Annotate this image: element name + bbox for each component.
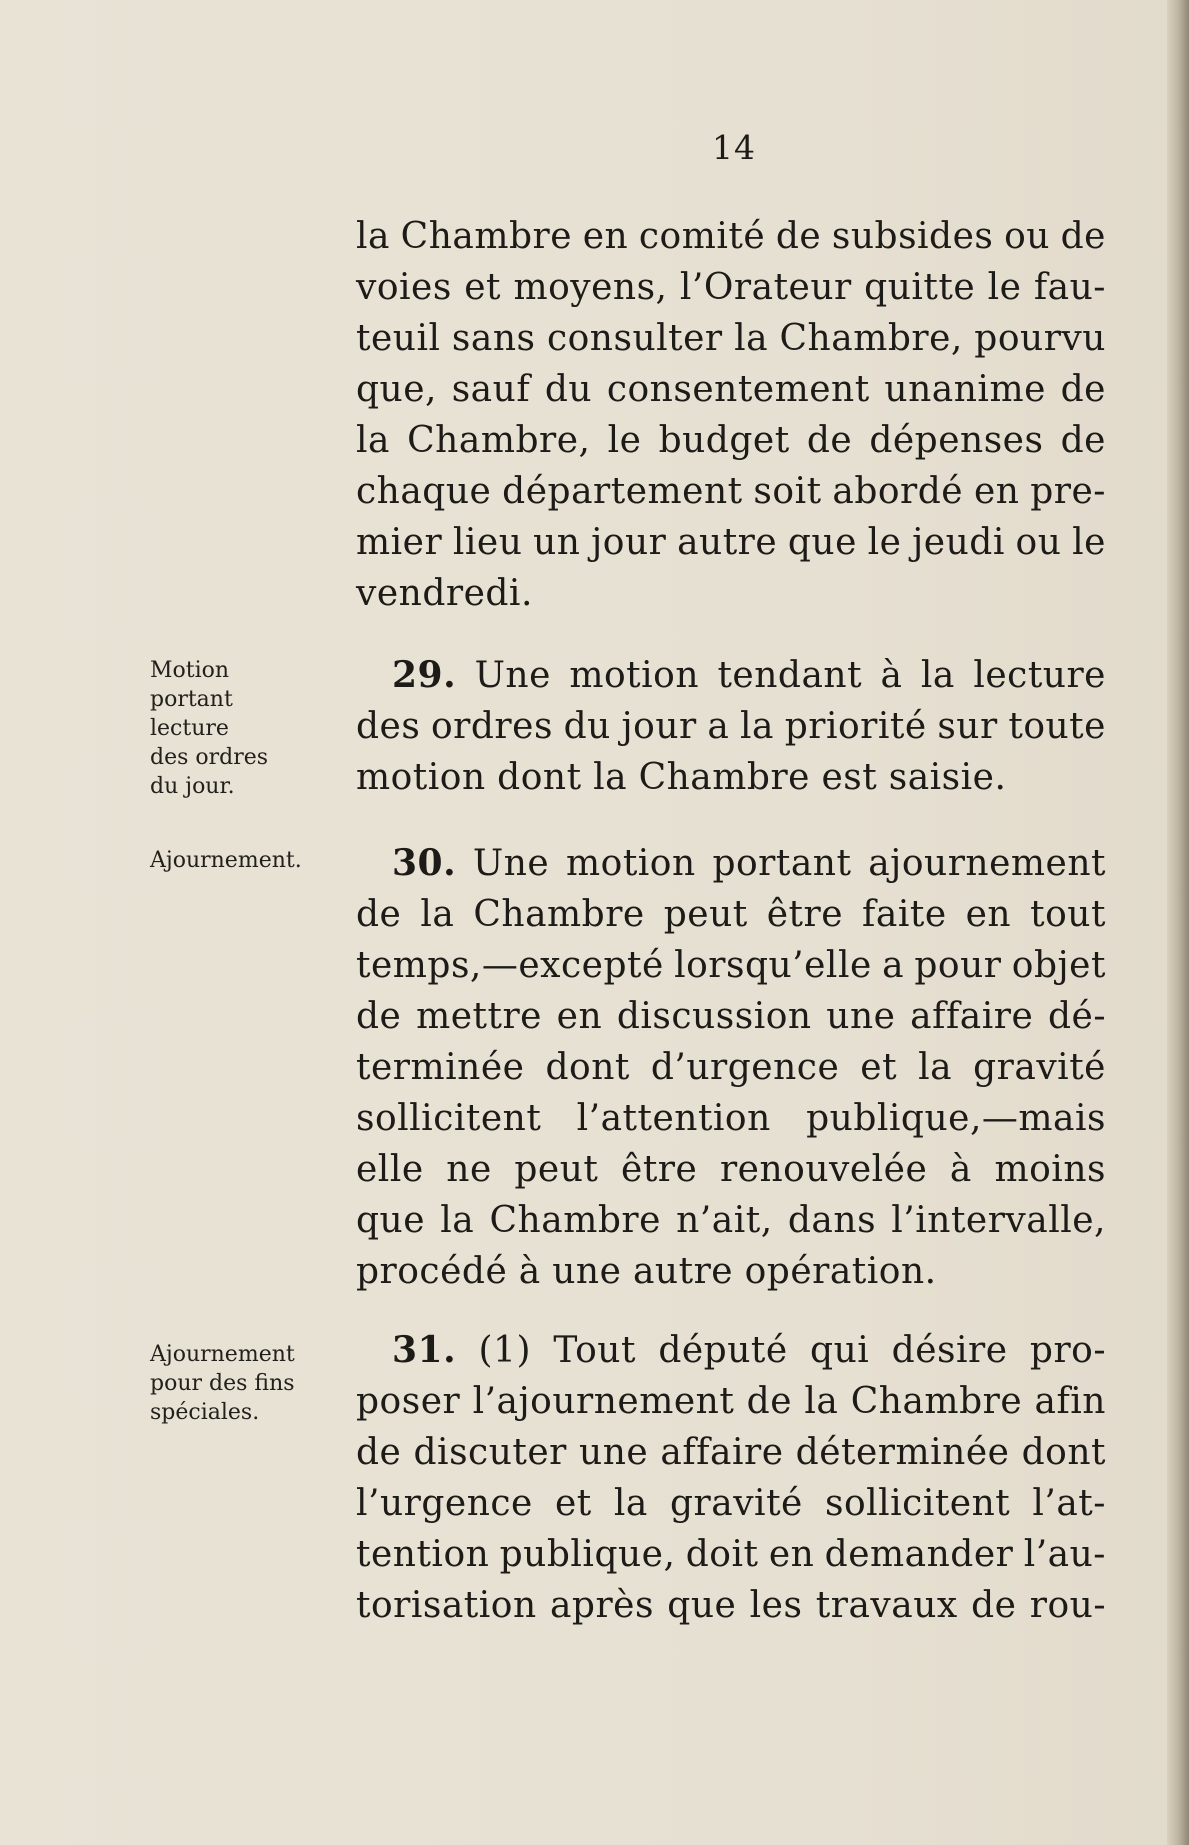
margin-note-line: pour des fins xyxy=(150,1371,295,1396)
text-line xyxy=(356,701,1106,752)
word: priorité xyxy=(784,706,927,747)
text-line xyxy=(356,1529,1106,1580)
word: terminée xyxy=(356,1047,525,1088)
word: la xyxy=(918,1047,953,1088)
word: la xyxy=(740,706,775,747)
word: afin xyxy=(1034,1381,1106,1422)
word: jour xyxy=(591,522,667,563)
word: autre xyxy=(632,1251,734,1292)
word: en xyxy=(582,216,629,257)
text-line xyxy=(356,1246,1106,1297)
word: que xyxy=(667,1585,737,1626)
word: affaire xyxy=(660,1432,784,1473)
word: voies xyxy=(356,267,452,308)
word: dont xyxy=(545,1047,630,1088)
word: à xyxy=(949,1149,972,1190)
word: que xyxy=(787,522,857,563)
word: moins xyxy=(994,1149,1106,1190)
word: de xyxy=(971,1585,1017,1626)
margin-note-ajournement-fins-speciales xyxy=(150,1340,295,1427)
word: que xyxy=(356,1200,426,1241)
word: être xyxy=(766,894,844,935)
word: procédé xyxy=(356,1251,508,1292)
section-30 xyxy=(356,838,1106,1297)
word: chaque xyxy=(356,471,492,512)
margin-note-line: lecture xyxy=(150,716,229,741)
word: subsides xyxy=(831,216,994,257)
word: ou xyxy=(1015,522,1062,563)
word: en xyxy=(556,996,603,1037)
text-line xyxy=(356,1427,1106,1478)
word: a xyxy=(707,706,730,747)
word: lieu xyxy=(452,522,523,563)
word: Chambre xyxy=(850,1381,1023,1422)
word: la xyxy=(734,318,769,359)
word: une xyxy=(552,1251,622,1292)
word: d’urgence xyxy=(650,1047,840,1088)
text-line xyxy=(356,313,1106,364)
word: abordé xyxy=(832,471,964,512)
word: pre- xyxy=(1030,471,1106,512)
word: a xyxy=(882,945,905,986)
text-line xyxy=(356,517,1106,568)
word: motion xyxy=(566,843,696,884)
word: motion xyxy=(356,757,486,798)
word: le xyxy=(607,420,642,461)
word: unanime xyxy=(884,369,1046,410)
word: la xyxy=(804,1381,839,1422)
word: dont xyxy=(1021,1432,1106,1473)
continuation-paragraph xyxy=(356,211,1106,619)
word: rou- xyxy=(1029,1585,1106,1626)
word: de xyxy=(775,216,822,257)
word: elle xyxy=(356,1149,424,1190)
word: en xyxy=(965,894,1012,935)
word: un xyxy=(533,522,581,563)
word: Tout xyxy=(553,1330,636,1371)
word: opération. xyxy=(744,1251,937,1292)
word: toute xyxy=(1008,706,1106,747)
word: l’urgence xyxy=(356,1483,533,1524)
word: le xyxy=(987,267,1022,308)
word: teuil xyxy=(356,318,441,359)
word: en xyxy=(973,471,1020,512)
word: objet xyxy=(1011,945,1106,986)
word: torisation xyxy=(356,1585,537,1626)
word: est xyxy=(821,757,878,798)
word: peut xyxy=(663,894,748,935)
word: jour xyxy=(621,706,697,747)
margin-note-line: portant xyxy=(150,687,233,712)
word: portant xyxy=(712,843,852,884)
word: pro- xyxy=(1029,1330,1106,1371)
word: être xyxy=(621,1149,698,1190)
text-line xyxy=(356,838,1106,889)
text-line xyxy=(356,1376,1106,1427)
word: dont xyxy=(497,757,582,798)
text-line xyxy=(356,1093,1106,1144)
word: la xyxy=(593,757,628,798)
word: l’au- xyxy=(1023,1534,1106,1575)
word: motion xyxy=(569,655,700,696)
word: après xyxy=(549,1585,654,1626)
word: la xyxy=(440,1200,475,1241)
word: budget xyxy=(658,420,790,461)
word: désire xyxy=(891,1330,1008,1371)
word: de xyxy=(356,996,402,1037)
word: pour xyxy=(914,945,1002,986)
word: Une xyxy=(474,655,551,696)
word: une xyxy=(826,996,896,1037)
margin-note-line: du jour. xyxy=(150,774,235,799)
word: et xyxy=(464,267,502,308)
word: et xyxy=(860,1047,898,1088)
word: autre xyxy=(677,522,778,563)
page-number: 14 xyxy=(712,128,756,167)
word: mier xyxy=(356,522,443,563)
word: fau- xyxy=(1033,267,1106,308)
word: sur xyxy=(937,706,998,747)
word: sans xyxy=(451,318,536,359)
margin-note-line: Ajournement xyxy=(150,1342,295,1367)
word: gravité xyxy=(973,1047,1106,1088)
text-line xyxy=(356,211,1106,262)
word: ajournement xyxy=(868,843,1106,884)
text-line xyxy=(356,568,1106,619)
word: en xyxy=(768,1534,815,1575)
word: le xyxy=(867,522,902,563)
word: lecture xyxy=(973,655,1106,696)
word: tention xyxy=(356,1534,490,1575)
word: des xyxy=(356,706,421,747)
word: tout xyxy=(1030,894,1106,935)
word: ne xyxy=(446,1149,492,1190)
word: de xyxy=(1060,420,1106,461)
word: moyens, xyxy=(513,267,668,308)
word: qui xyxy=(810,1330,870,1371)
word: mettre xyxy=(416,996,542,1037)
word: l’Orateur xyxy=(679,267,852,308)
word: consentement xyxy=(606,369,870,410)
text-line xyxy=(356,1195,1106,1246)
section-number: 30. xyxy=(392,842,457,884)
margin-note-line: des ordres xyxy=(150,745,269,770)
word: (1) xyxy=(478,1330,532,1371)
word: Chambre xyxy=(400,216,573,257)
margin-note-line: spéciales. xyxy=(150,1400,260,1425)
word: le xyxy=(1072,522,1106,563)
word: dé- xyxy=(1047,996,1106,1037)
text-line xyxy=(356,1042,1106,1093)
word: de xyxy=(1060,369,1106,410)
text-line xyxy=(356,991,1106,1042)
word: demander xyxy=(824,1534,1014,1575)
text-line xyxy=(356,889,1106,940)
word: soit xyxy=(753,471,822,512)
margin-note-motion-lecture xyxy=(150,656,268,801)
word: l’ajournement xyxy=(472,1381,735,1422)
word: lorsqu’elle xyxy=(674,945,872,986)
word: une xyxy=(579,1432,649,1473)
word: du xyxy=(563,706,611,747)
word: jeudi xyxy=(912,522,1005,563)
section-31 xyxy=(356,1325,1106,1631)
word: vendredi. xyxy=(356,573,533,614)
word: Chambre xyxy=(638,757,810,798)
word: peut xyxy=(514,1149,599,1190)
word: faite xyxy=(862,894,947,935)
word: l’attention xyxy=(576,1098,771,1139)
word: de xyxy=(806,420,853,461)
word: travaux xyxy=(815,1585,958,1626)
word: département xyxy=(502,471,743,512)
section-number: 29. xyxy=(392,654,457,696)
word: Chambre xyxy=(473,894,645,935)
word: ordres xyxy=(431,706,553,747)
word: la xyxy=(356,216,390,257)
word: sollicitent xyxy=(356,1098,542,1139)
text-line xyxy=(356,650,1106,701)
margin-note-ajournement xyxy=(150,846,302,875)
word: à xyxy=(880,655,903,696)
word: la xyxy=(613,1483,648,1524)
word: Une xyxy=(472,843,550,884)
word: Chambre, xyxy=(779,318,963,359)
word: Chambre, xyxy=(407,420,591,461)
word: publique, xyxy=(499,1534,676,1575)
text-line xyxy=(356,364,1106,415)
section-number: 31. xyxy=(392,1329,457,1371)
margin-note-line: Ajournement. xyxy=(150,848,302,873)
text-line xyxy=(356,940,1106,991)
word: à xyxy=(518,1251,541,1292)
word: n’ait, xyxy=(676,1200,773,1241)
word: la xyxy=(420,894,455,935)
margin-note-line: Motion xyxy=(150,658,230,683)
word: gravité xyxy=(670,1483,803,1524)
word: de xyxy=(356,1432,402,1473)
text-line xyxy=(356,1478,1106,1529)
word: saisie. xyxy=(888,757,1007,798)
word: Chambre xyxy=(489,1200,661,1241)
word: de xyxy=(1060,216,1106,257)
page-edge-shadow xyxy=(1167,0,1189,1845)
word: discuter xyxy=(413,1432,567,1473)
word: consulter xyxy=(546,318,723,359)
word: la xyxy=(356,420,390,461)
word: sollicitent xyxy=(824,1483,1011,1524)
word: déterminée xyxy=(795,1432,1010,1473)
word: les xyxy=(749,1585,803,1626)
word: dépenses xyxy=(869,420,1044,461)
word: l’at- xyxy=(1032,1483,1106,1524)
word: sauf xyxy=(451,369,531,410)
text-line xyxy=(356,1144,1106,1195)
word: dans xyxy=(787,1200,877,1241)
text-line xyxy=(356,1580,1106,1631)
word: que, xyxy=(356,369,437,410)
word: de xyxy=(746,1381,793,1422)
word: pourvu xyxy=(974,318,1106,359)
word: discussion xyxy=(616,996,812,1037)
word: tendant xyxy=(717,655,863,696)
section-29 xyxy=(356,650,1106,803)
word: publique,—mais xyxy=(806,1098,1106,1139)
word: la xyxy=(920,655,955,696)
text-line xyxy=(356,415,1106,466)
word: ou xyxy=(1004,216,1050,257)
word: député xyxy=(658,1330,788,1371)
text-line xyxy=(356,466,1106,517)
word: temps,—excepté xyxy=(356,945,664,986)
word: du xyxy=(544,369,593,410)
word: poser xyxy=(356,1381,461,1422)
word: renouvelée xyxy=(719,1149,928,1190)
word: et xyxy=(554,1483,592,1524)
word: doit xyxy=(685,1534,759,1575)
word: comité xyxy=(638,216,766,257)
text-line xyxy=(356,1325,1106,1376)
text-line xyxy=(356,752,1106,803)
word: l’intervalle, xyxy=(891,1200,1106,1241)
word: quitte xyxy=(864,267,976,308)
word: de xyxy=(356,894,402,935)
word: affaire xyxy=(910,996,1034,1037)
text-line xyxy=(356,262,1106,313)
